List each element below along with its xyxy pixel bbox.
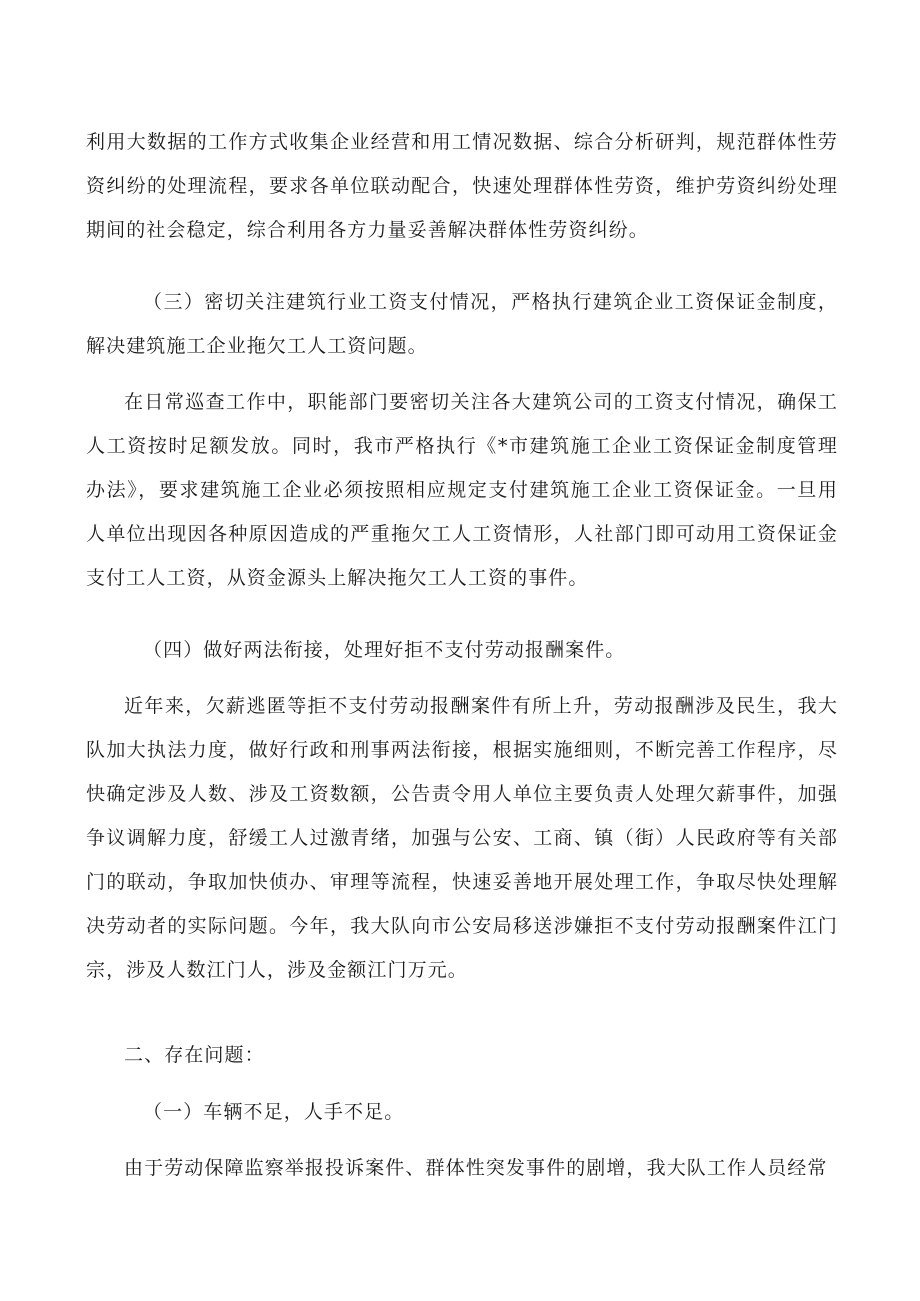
heading-section-three: （三）密切关注建筑行业工资支付情况，严格执行建筑企业工资保证金制度，解决建筑施工企业拖欠工人工资问题。 xyxy=(86,291,838,357)
paragraph-staff-shortage: 由于劳动保障监察举报投诉案件、群体性突发事件的剧增，我大队工作人员经常 xyxy=(124,1157,828,1179)
paragraph-labor-remuneration-cases: 近年来，欠薪逃匿等拒不支付劳动报酬案件有所上升，劳动报酬涉及民生，我大队加大执法力度，做好行政和刑事两法衔接，根据实施细则，不断完善工作程序，尽快确定涉及人数、涉及工资数额，公告责令用人单位主要负责人处理欠薪事件，加强争议调解力度，舒缓工人过激青绪，加强与公安、工商、镇（街）人民政府等有关部门的联动，争取加快侦办、审理等流程，快速妥善地开展处理工作，争取尽快处理解决劳动者的实际问题。今年，我大队向市公安局移送涉嫌拒不支付劳动报酬案件江门宗，涉及人数江门人，涉及金额江门万元。 xyxy=(86,695,838,981)
heading-section-four: （四）做好两法衔接，处理好拒不支付劳动报酬案件。 xyxy=(143,639,626,661)
paragraph-dispute-handling: 利用大数据的工作方式收集企业经营和用工情况数据、综合分析研判，规范群体性劳资纠纷的处理流程，要求各单位联动配合，快速处理群体性劳资，维护劳资纠纷处理期间的社会稳定，综合利用各方力量妥善解决群体性劳资纠纷。 xyxy=(86,131,838,241)
paragraph-construction-wages: 在日常巡查工作中，职能部门要密切关注各大建筑公司的工资支付情况，确保工人工资按时足额发放。同时，我市严格执行《*市建筑施工企业工资保证金制度管理办法》，要求建筑施工企业必须按照相应规定支付建筑施工企业工资保证金。一旦用人单位出现因各种原因造成的严重拖欠工人工资情形，人社部门即可动用工资保证金支付工人工资，从资金源头上解决拖欠工人工资的事件。 xyxy=(86,391,838,589)
heading-existing-problems: 二、存在问题： xyxy=(124,1044,265,1066)
heading-subsection-one: （一）车辆不足，人手不足。 xyxy=(143,1101,405,1123)
